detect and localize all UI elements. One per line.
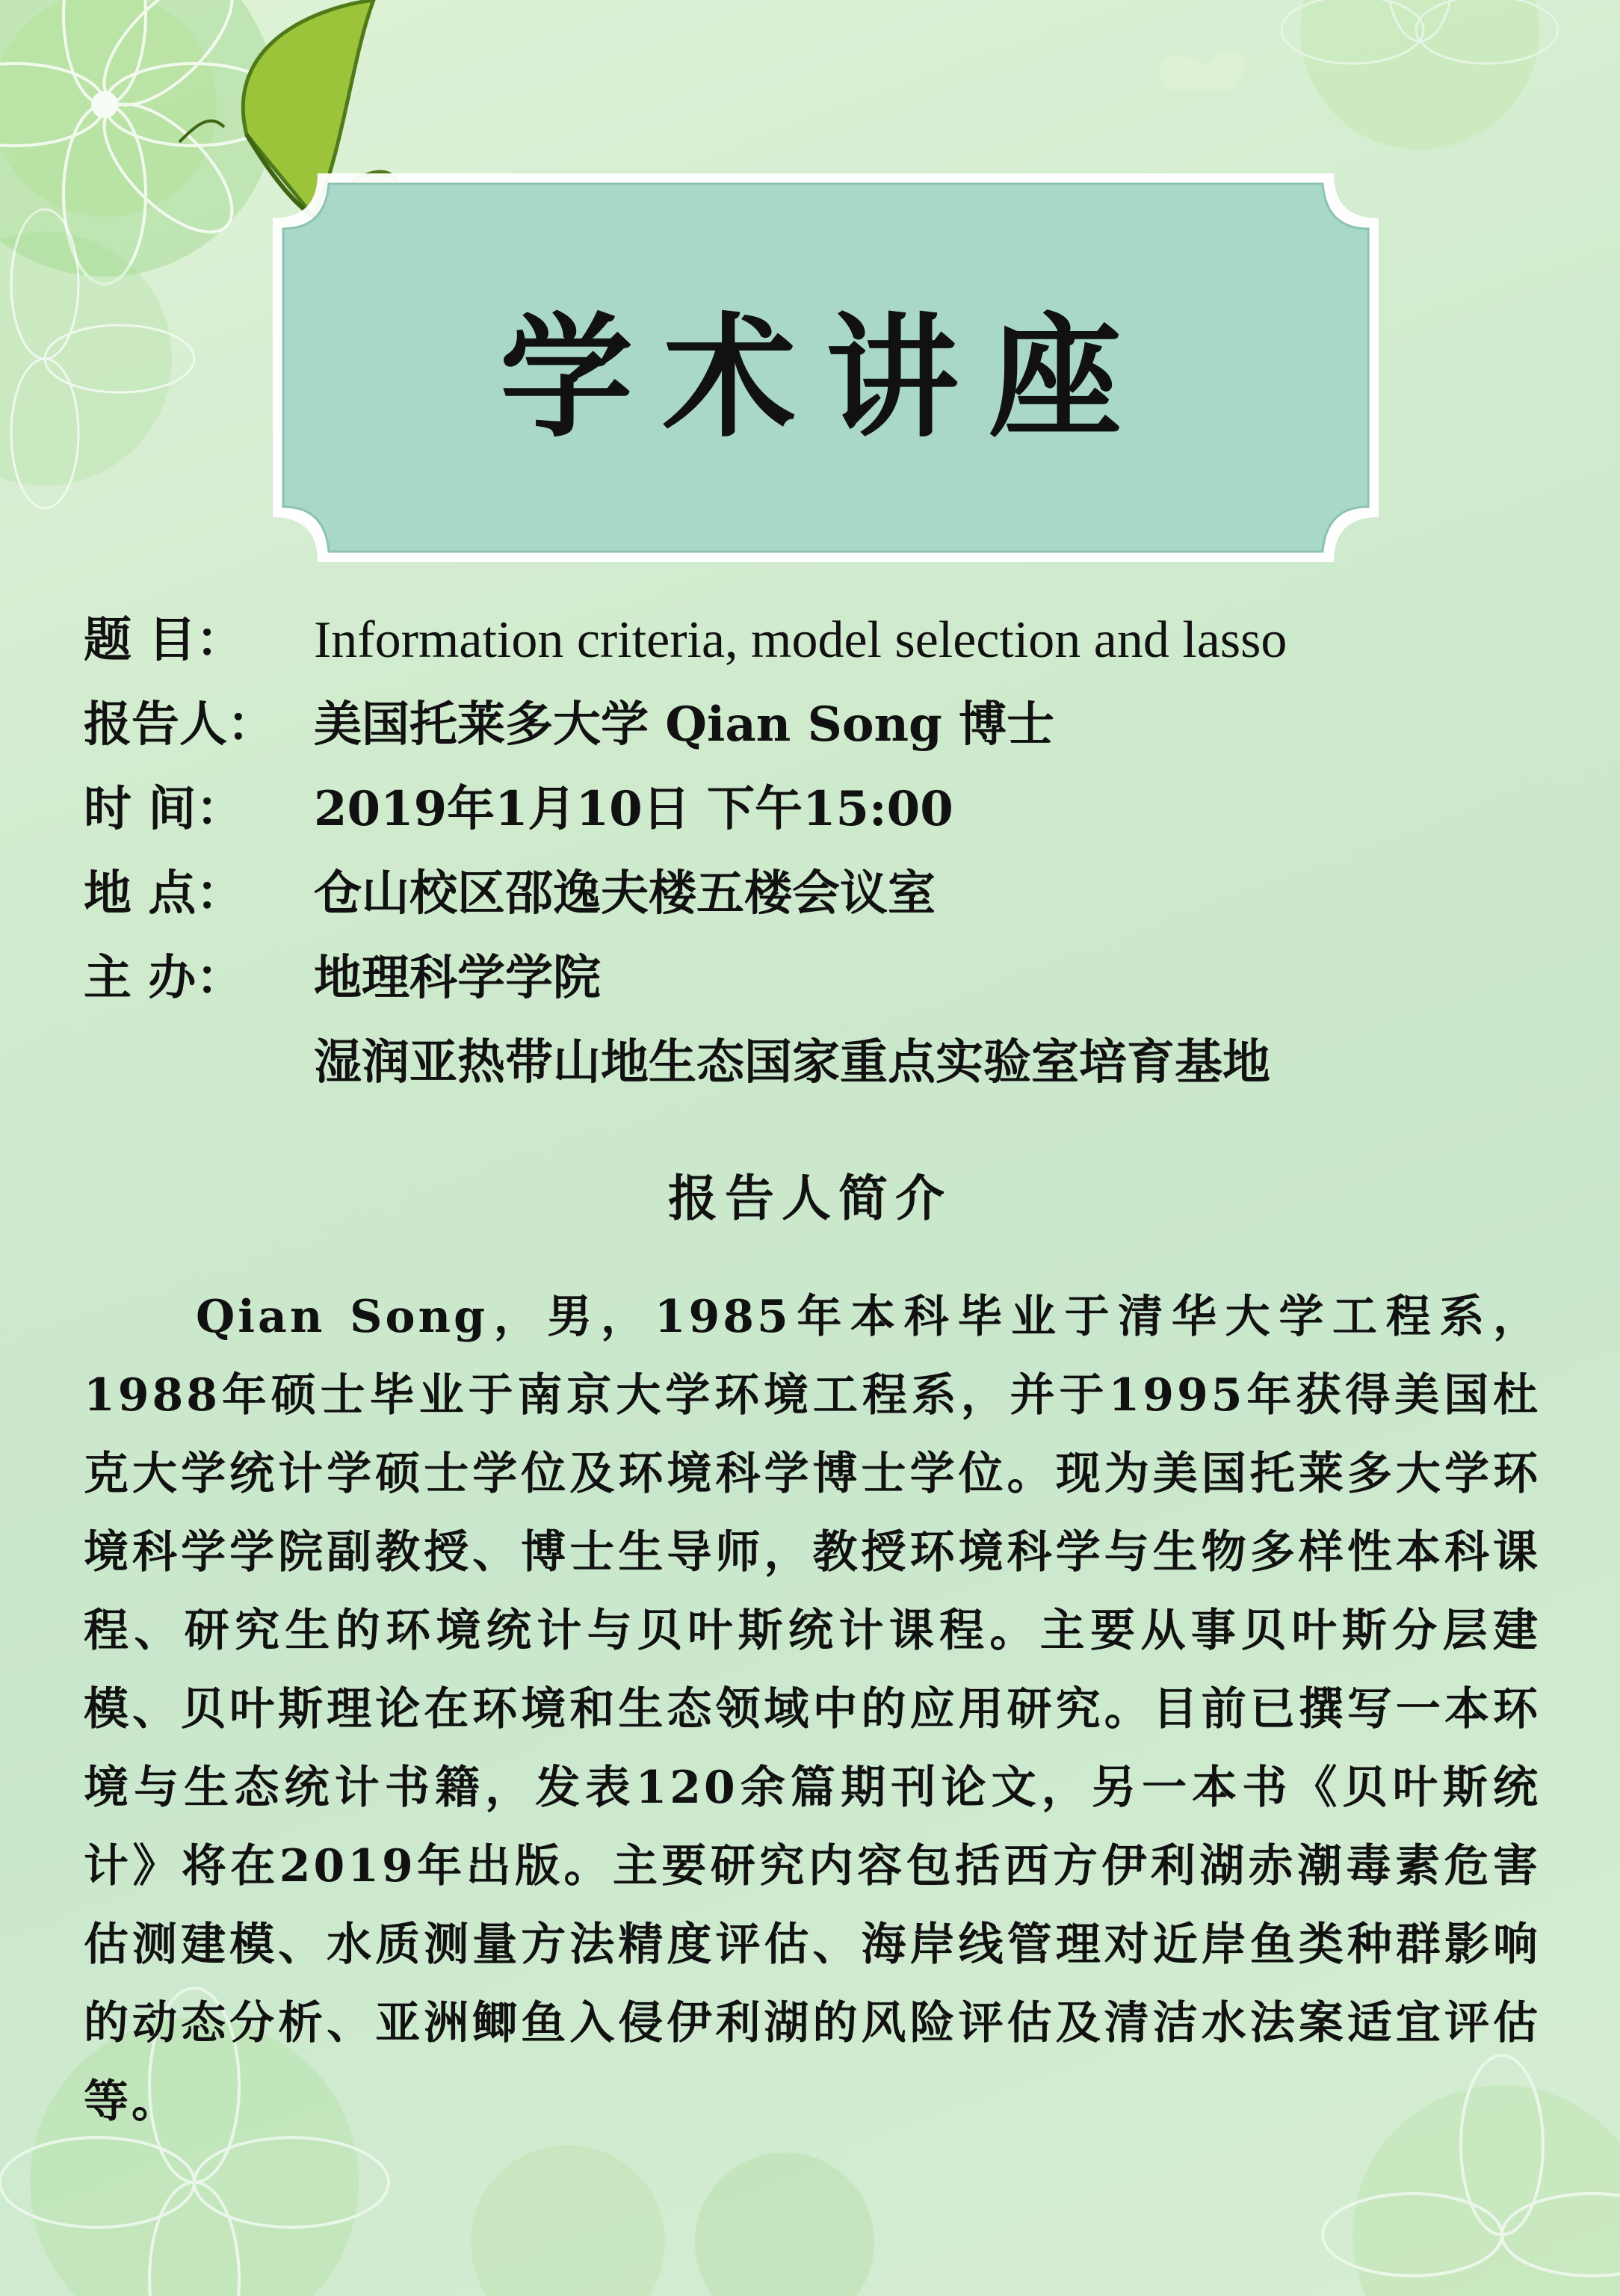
speaker-label: 报告人： — [84, 697, 275, 753]
speaker-row — [84, 682, 1541, 767]
host-label: 主 办： — [84, 950, 244, 1006]
poster-title: 学术讲座 — [500, 299, 1151, 455]
event-info — [84, 598, 1541, 1105]
speaker-value: 美国托莱多大学 Qian Song 博士 — [314, 697, 1055, 753]
bio-text: Qian Song，男，1985年本科毕业于清华大学工程系，1988年硕士毕业于南京大学环境工程系，并于1995年获得美国杜克大学统计学硕士学位及环境科学博士学位。现为美国托莱多大学环境科学学院副教授、博士生导师，教授环境科学与生物多样性本科课程、研究生的环境统计与贝叶斯统计课程。主要从事贝叶斯分层建模、贝叶斯理论在环境和生态领域中的应用研究。目前已撰写一本环境与生态统计书籍，发表120余篇期刊论文，另一本书《贝叶斯统计》将在2019年出版。主要研究内容包括西方伊利湖赤潮毒素危害估测建模、水质测量方法精度评估、海岸线管理对近岸鱼类种群影响的动态分析、亚洲鲫鱼入侵伊利湖的风险评估及清洁水法案适宜评估等。 — [84, 1291, 1541, 2128]
place-value: 仓山校区邵逸夫楼五楼会议室 — [314, 865, 936, 922]
host-value-1: 地理科学学院 — [314, 950, 601, 1006]
host-value-2: 湿润亚热带山地生态国家重点实验室培育基地 — [314, 1034, 1270, 1090]
bio-heading: 报告人简介 — [668, 1169, 952, 1227]
flower-top-right-icon — [1282, 0, 1558, 149]
place-label: 地 点： — [84, 865, 244, 922]
place-row — [84, 851, 1541, 936]
topic-value: Information criteria, model selection and lasso — [314, 611, 1287, 669]
topic-label: 题 目： — [84, 612, 244, 668]
host-row — [84, 936, 1541, 1020]
time-label: 时 间： — [84, 781, 244, 837]
time-row — [84, 767, 1541, 851]
small-butterfly-icon — [1159, 52, 1244, 90]
topic-row — [84, 598, 1541, 682]
host-row-2 — [84, 1020, 1541, 1105]
time-value: 2019年1月10日 下午15:00 — [314, 781, 953, 837]
